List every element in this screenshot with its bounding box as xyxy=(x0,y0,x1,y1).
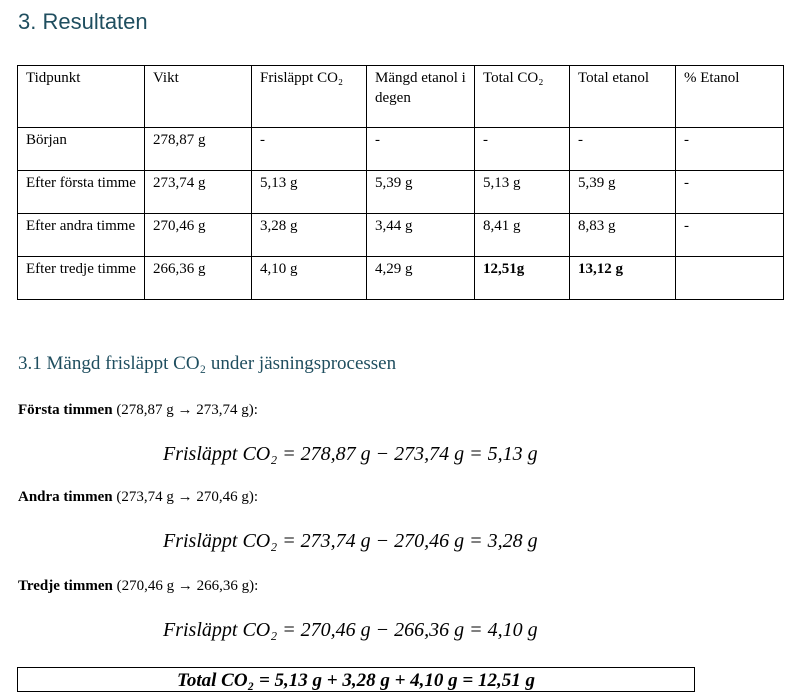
step-range: (270,46 g → 266,36 g): xyxy=(112,578,259,594)
step-range: (278,87 g → 273,74 g): xyxy=(112,402,258,418)
table-cell: 8,83 g xyxy=(570,214,676,257)
table-row xyxy=(18,128,784,171)
table-cell: 3,28 g xyxy=(252,214,367,257)
header-mangd-etanol: Mängd etanol i degen xyxy=(367,66,475,128)
header-procent-etanol: % Etanol xyxy=(676,66,784,128)
header-vikt: Vikt xyxy=(145,66,252,128)
table-cell: 278,87 g xyxy=(145,128,252,171)
table-cell: - xyxy=(475,128,570,171)
formula-second-hour: Frisläppt CO₂ = 273,74 g − 270,46 g = 3,28 g xyxy=(163,530,538,552)
table-cell: Efter tredje timme xyxy=(18,257,145,300)
table-cell: 5,39 g xyxy=(367,171,475,214)
total-etanol-final-cell: 13,12 g xyxy=(570,257,676,300)
table-cell: - xyxy=(570,128,676,171)
step-range: (273,74 g → 270,46 g): xyxy=(112,489,258,505)
table-cell: Början xyxy=(18,128,145,171)
table-row xyxy=(18,214,784,257)
results-table xyxy=(17,65,784,300)
table-cell: 5,13 g xyxy=(252,171,367,214)
header-total-etanol: Total etanol xyxy=(570,66,676,128)
table-cell: 270,46 g xyxy=(145,214,252,257)
table-row xyxy=(18,171,784,214)
step-label: Tredje timmen xyxy=(18,578,113,594)
table-cell: - xyxy=(367,128,475,171)
table-cell: Efter andra timme xyxy=(18,214,145,257)
step-label: Andra timmen xyxy=(18,489,113,505)
formula-first-hour: Frisläppt CO₂ = 278,87 g − 273,74 g = 5,13 g xyxy=(163,443,538,465)
table-cell: 266,36 g xyxy=(145,257,252,300)
table-cell: 8,41 g xyxy=(475,214,570,257)
header-total-co2: Total CO₂ xyxy=(475,66,570,128)
table-cell: 273,74 g xyxy=(145,171,252,214)
table-cell xyxy=(676,257,784,300)
step-first-hour xyxy=(18,402,258,419)
table-row xyxy=(18,257,784,300)
table-cell: 3,44 g xyxy=(367,214,475,257)
step-label: Första timmen xyxy=(18,402,113,418)
table-cell: - xyxy=(676,171,784,214)
step-second-hour xyxy=(18,489,258,506)
table-header-row xyxy=(18,66,784,128)
table-cell: 4,10 g xyxy=(252,257,367,300)
total-co2-formula-box: Total CO₂ = 5,13 g + 3,28 g + 4,10 g = 12,51 g xyxy=(17,667,695,692)
header-frislappt-co2: Frisläppt CO₂ xyxy=(252,66,367,128)
header-tidpunkt: Tidpunkt xyxy=(18,66,145,128)
formula-third-hour: Frisläppt CO₂ = 270,46 g − 266,36 g = 4,10 g xyxy=(163,619,538,641)
section-heading: 3. Resultaten xyxy=(18,9,148,34)
table-cell: - xyxy=(676,128,784,171)
table-cell: 5,13 g xyxy=(475,171,570,214)
table-cell: 5,39 g xyxy=(570,171,676,214)
table-cell: - xyxy=(676,214,784,257)
table-cell: Efter första timme xyxy=(18,171,145,214)
total-co2-final-cell: 12,51g xyxy=(475,257,570,300)
subsection-heading: 3.1 Mängd frisläppt CO₂ under jäsningsprocessen xyxy=(18,353,397,374)
table-cell: - xyxy=(252,128,367,171)
table-cell: 4,29 g xyxy=(367,257,475,300)
step-third-hour xyxy=(18,578,258,595)
